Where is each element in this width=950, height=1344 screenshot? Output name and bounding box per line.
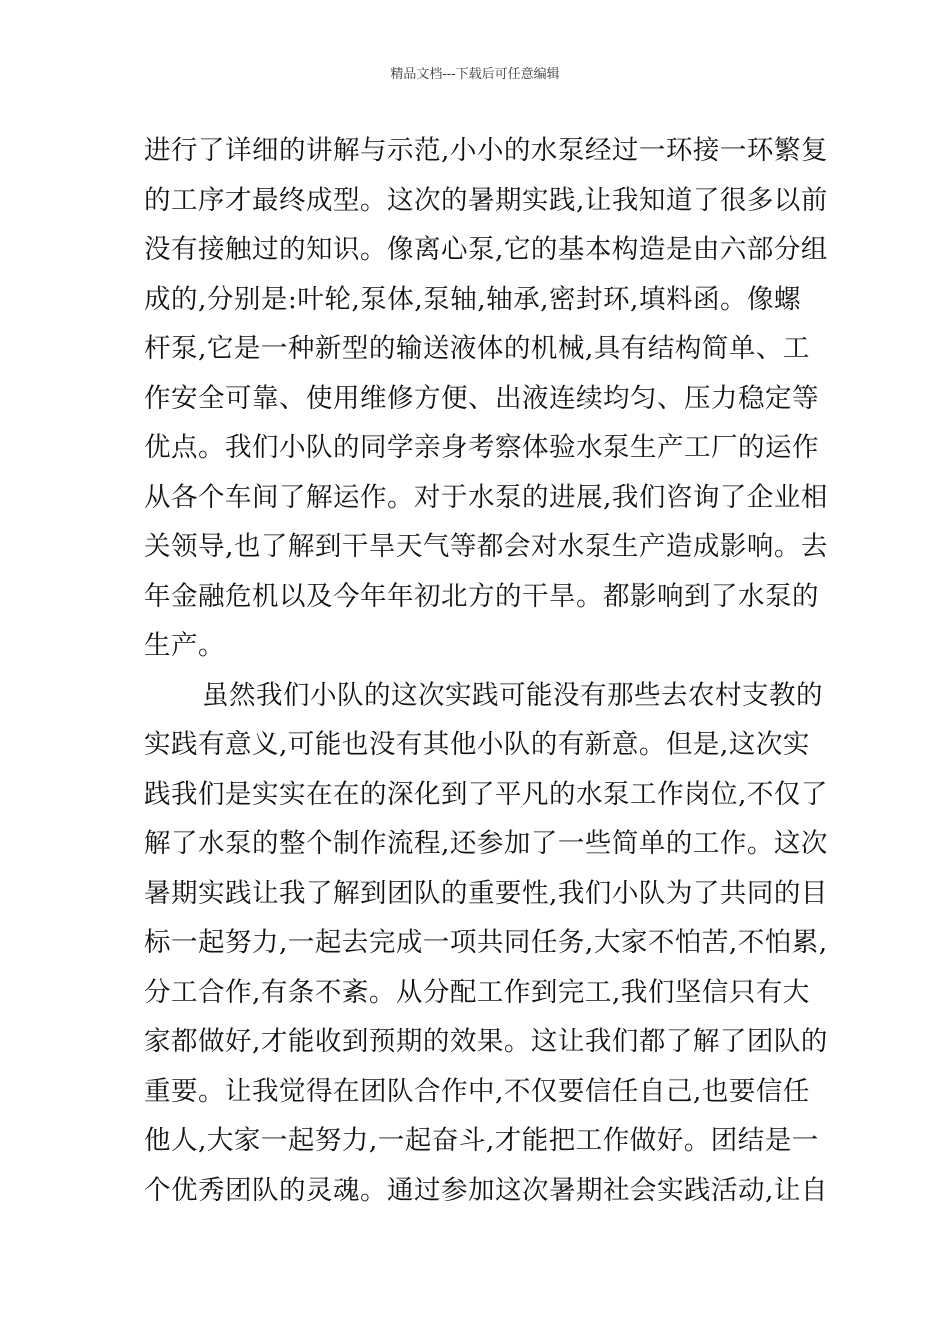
text-line: 作安全可靠、使用维修方便、出液连续均匀、压力稳定等: [144, 382, 819, 414]
text-line: 他人,大家一起努力,一起奋斗,才能把工作做好。团结是一: [144, 1125, 819, 1156]
text-line: 成的,分别是:叶轮,泵体,泵轴,轴承,密封环,填料函。像螺: [144, 283, 801, 315]
paragraph-1: [144, 126, 828, 671]
text-line: 虽然我们小队的这次实践可能没有那些去农村支教的: [202, 679, 823, 711]
text-line: 的工序才最终成型。这次的暑期实践,让我知道了很多以前: [144, 184, 828, 216]
text-line: 实践有意义,可能也没有其他小队的有新意。但是,这次实: [144, 729, 810, 760]
text-line: 分工合作,有条不紊。从分配工作到完工,我们坚信只有大: [144, 976, 810, 1008]
text-line: 没有接触过的知识。像离心泵,它的基本构造是由六部分组: [144, 234, 828, 265]
text-line: 年金融危机以及今年年初北方的干旱。都影响到了水泵的: [144, 580, 819, 612]
paragraph-2: [144, 671, 828, 1216]
text-line: 杆泵,它是一种新型的输送液体的机械,具有结构简单、工: [144, 333, 810, 364]
text-line: 关领导,也了解到干旱天气等都会对水泵生产造成影响。去: [144, 531, 828, 562]
text-line: 家都做好,才能收到预期的效果。这让我们都了解了团队的: [144, 1026, 828, 1057]
text-line: 标一起努力,一起去完成一项共同任务,大家不怕苦,不怕累,: [144, 927, 828, 958]
text-line: 个优秀团队的灵魂。通过参加这次暑期社会实践活动,让自: [144, 1174, 828, 1206]
text-line: 解了水泵的整个制作流程,还参加了一些简单的工作。这次: [144, 828, 828, 859]
text-line: 优点。我们小队的同学亲身考察体验水泵生产工厂的运作: [144, 432, 819, 463]
text-line: 暑期实践让我了解到团队的重要性,我们小队为了共同的目: [144, 877, 828, 909]
text-line: 进行了详细的讲解与示范,小小的水泵经过一环接一环繁复: [144, 135, 828, 166]
body-text: [144, 126, 828, 1215]
text-line: 从各个车间了解运作。对于水泵的进展,我们咨询了企业相: [144, 481, 828, 513]
text-line: 重要。让我觉得在团队合作中,不仅要信任自己,也要信任: [144, 1075, 810, 1107]
text-line: 践我们是实实在在的深化到了平凡的水泵工作岗位,不仅了: [144, 778, 828, 810]
text-line: 生产。: [144, 630, 225, 661]
page-header: 精品文档---下载后可任意编辑: [390, 67, 560, 82]
